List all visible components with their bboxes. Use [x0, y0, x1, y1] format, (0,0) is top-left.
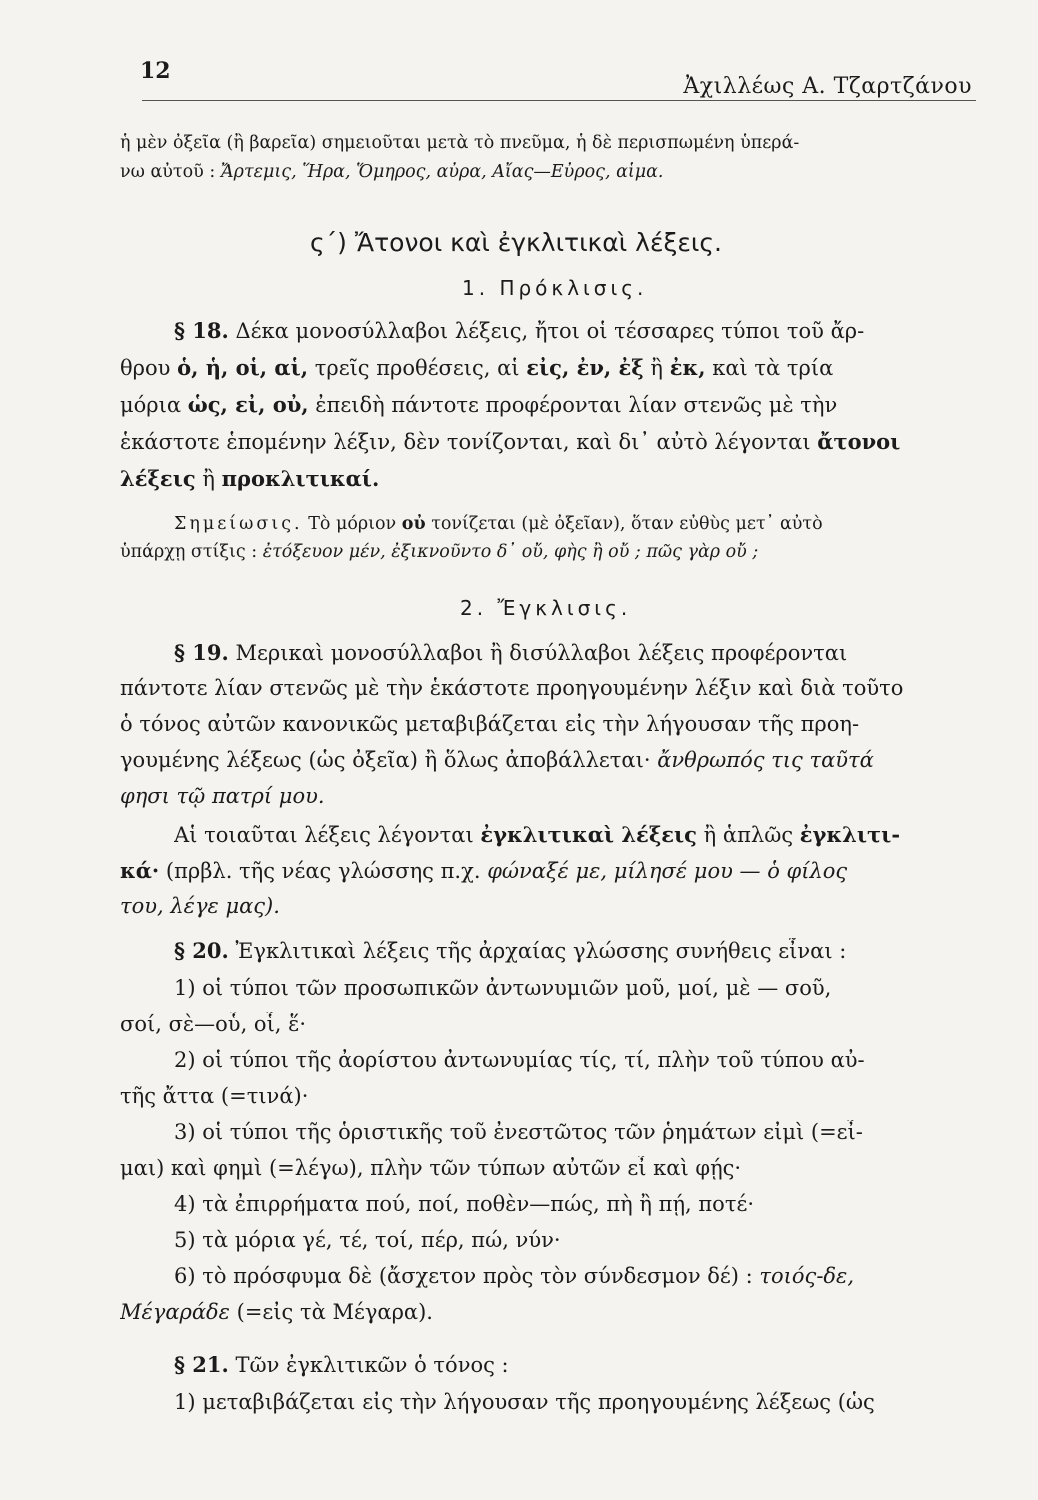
paragraph-19-line: Αἱ τοιαῦται λέξεις λέγονται ἐγκλιτικαὶ λέξεις ἢ ἁπλῶς ἐγκλιτι-: [174, 822, 901, 847]
list-item: 2) οἱ τύποι τῆς ἀορίστου ἀντωνυμίας τίς, τί, πλὴν τοῦ τύπου αὐ-: [174, 1048, 865, 1072]
paragraph-18-line: ἑκάστοτε ἑπομένην λέξιν, δὲν τονίζονται, καὶ δι᾽ αὐτὸ λέγονται ἄτονοι: [120, 429, 901, 454]
list-item: μαι) καὶ φημὶ (=λέγω), πλὴν τῶν τύπων αὐτῶν εἶ καὶ φῄς·: [120, 1156, 742, 1180]
paragraph-19-line: του, λέγε μας).: [120, 894, 280, 918]
list-item: τῆς ἄττα (=τινά)·: [120, 1084, 309, 1108]
paragraph-19-line: κά· (πρβλ. τῆς νέας γλώσσης π.χ. φώναξέ με, μίλησέ μου — ὁ φίλος: [120, 858, 848, 883]
intro-line: νω αὐτοῦ : Ἄρτεμις, Ἥρα, Ὅμηρος, αὖρα, Αἴας—Εὖρος, αἷμα.: [120, 162, 664, 182]
paragraph-19-line: πάντοτε λίαν στενῶς μὲ τὴν ἑκάστοτε προηγουμένην λέξιν καὶ διὰ τοῦτο: [120, 676, 904, 700]
subheading-proclisis: 1. Πρόκλισις.: [462, 276, 648, 300]
note-line: ὑπάρχῃ στίξις : ἐτόξευον μέν, ἐξικνοῦντο δ᾽ οὔ, φὴς ἢ οὔ ; πῶς γὰρ οὔ ;: [120, 542, 759, 562]
paragraph-19-line: § 19. Μερικαὶ μονοσύλλαβοι ἢ δισύλλαβοι λέξεις προφέρονται: [174, 640, 848, 665]
list-item: σοί, σὲ—οὗ, οἷ, ἕ·: [120, 1012, 307, 1036]
running-head: Ἀχιλλέως Α. Τζαρτζάνου: [683, 74, 972, 99]
paragraph-21-line: § 21. Τῶν ἐγκλιτικῶν ὁ τόνος :: [174, 1352, 509, 1377]
note-line: Σημείωσις. Τὸ μόριον οὐ τονίζεται (μὲ ὀξεῖαν), ὅταν εὐθὺς μετ᾽ αὐτὸ: [174, 514, 823, 534]
paragraph-18-line: λέξεις ἢ προκλιτικαί.: [120, 466, 380, 491]
page-number: 12: [140, 58, 171, 84]
list-item: 1) οἱ τύποι τῶν προσωπικῶν ἀντωνυμιῶν μοῦ, μοί, μὲ — σοῦ,: [174, 976, 832, 1000]
header-rule: [142, 100, 976, 101]
subheading-enclisis: 2. Ἔγκλισις.: [460, 596, 632, 620]
paragraph-18-line: θρου ὁ, ἡ, οἱ, αἱ, τρεῖς προθέσεις, αἱ εἰς, ἐν, ἐξ ἢ ἐκ, καὶ τὰ τρία: [120, 355, 834, 380]
list-item: 6) τὸ πρόσφυμα δὲ (ἄσχετον πρὸς τὸν σύνδεσμον δέ) : τοιός-δε,: [174, 1264, 855, 1288]
list-item: Μέγαράδε (=εἰς τὰ Μέγαρα).: [120, 1300, 433, 1324]
intro-line: ἡ μὲν ὀξεῖα (ἢ βαρεῖα) σημειοῦται μετὰ τὸ πνεῦμα, ἡ δὲ περισπωμένη ὑπερά-: [120, 133, 800, 153]
list-item: 3) οἱ τύποι τῆς ὁριστικῆς τοῦ ἐνεστῶτος τῶν ῥημάτων εἰμὶ (=εἶ-: [174, 1120, 863, 1144]
paragraph-19-line: γουμένης λέξεως (ὡς ὀξεῖα) ἢ ὅλως ἀποβάλλεται· ἄνθρωπός τις ταῦτά: [120, 748, 874, 772]
paragraph-21-line: 1) μεταβιβάζεται εἰς τὴν λήγουσαν τῆς προηγουμένης λέξεως (ὡς: [174, 1390, 875, 1414]
paragraph-18-line: § 18. Δέκα μονοσύλλαβοι λέξεις, ἤτοι οἱ τέσσαρες τύποι τοῦ ἄρ-: [174, 318, 865, 343]
paragraph-19-line: ὁ τόνος αὐτῶν κανονικῶς μεταβιβάζεται εἰς τὴν λήγουσαν τῆς προη-: [120, 712, 860, 736]
paragraph-19-line: φησι τῷ πατρί μου.: [120, 784, 325, 808]
section-heading: ς΄) Ἄτονοι καὶ ἐγκλιτικαὶ λέξεις.: [310, 228, 722, 257]
paragraph-18-line: μόρια ὡς, εἰ, οὐ, ἐπειδὴ πάντοτε προφέρονται λίαν στενῶς μὲ τὴν: [120, 392, 838, 417]
list-item: 5) τὰ μόρια γέ, τέ, τοί, πέρ, πώ, νύν·: [174, 1228, 561, 1252]
paragraph-20-line: § 20. Ἐγκλιτικαὶ λέξεις τῆς ἀρχαίας γλώσσης συνήθεις εἶναι :: [174, 938, 847, 963]
list-item: 4) τὰ ἐπιρρήματα πού, ποί, ποθὲν—πώς, πὴ ἢ πῄ, ποτέ·: [174, 1192, 755, 1216]
